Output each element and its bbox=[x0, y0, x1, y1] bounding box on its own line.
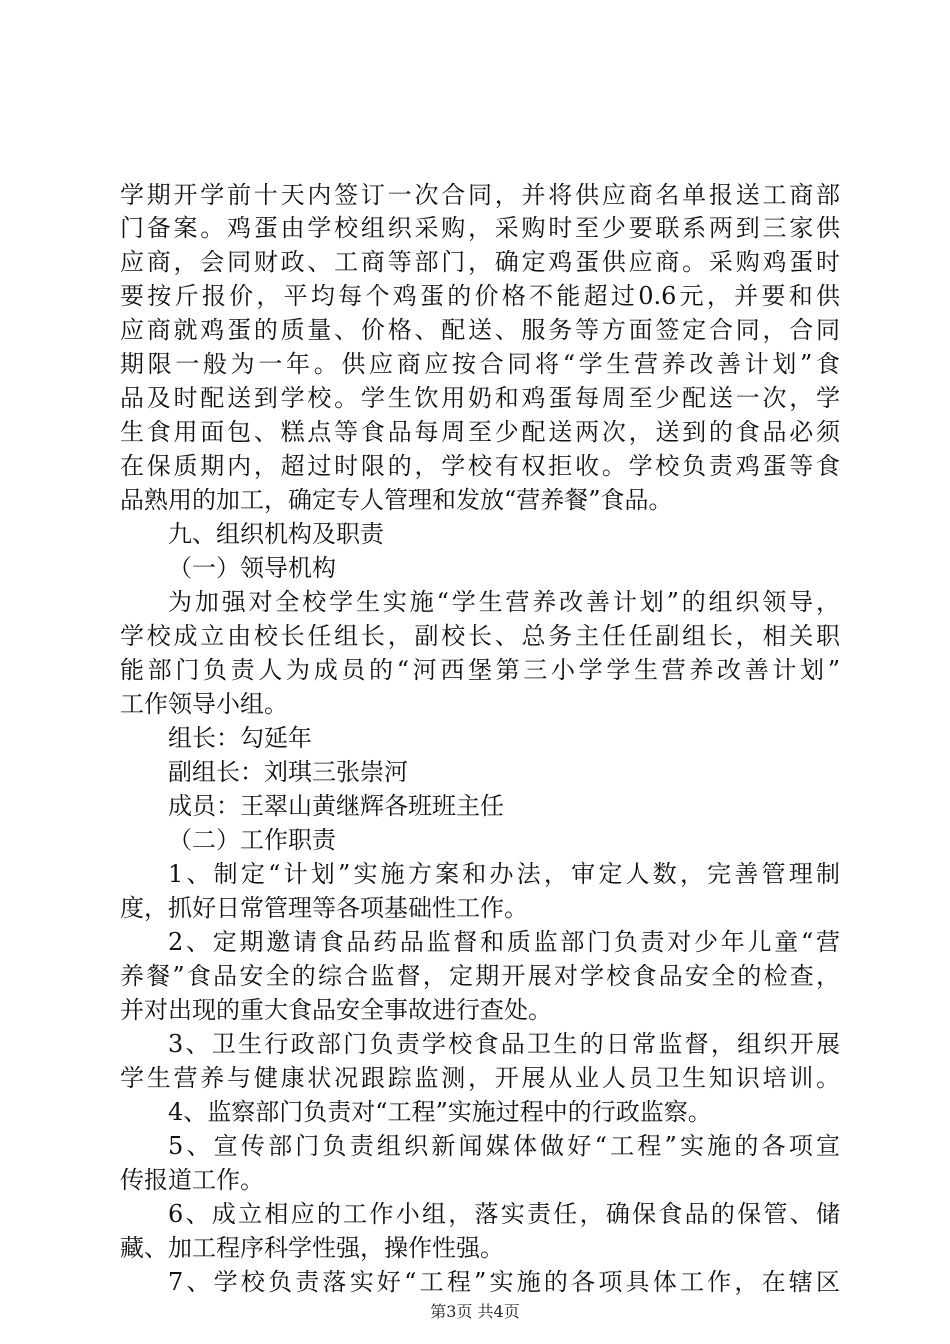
body-text-line: 能部门负责人为成员的“河西堡第三小学学生营养改善计划” bbox=[120, 656, 840, 684]
duty-item-line: 度，抓好日常管理等各项基础性工作。 bbox=[120, 894, 528, 922]
body-text-line: 工作领导小组。 bbox=[120, 690, 288, 718]
body-text-line: 品熟用的加工，确定专人管理和发放“营养餐”食品。 bbox=[120, 486, 673, 514]
body-text-line: 为加强对全校学生实施“学生营养改善计划”的组织领导， bbox=[168, 588, 840, 616]
duty-item-line: 7、学校负责落实好“工程”实施的各项具体工作，在辖区 bbox=[168, 1268, 840, 1296]
duty-item-line: 藏、加工程序科学性强，操作性强。 bbox=[120, 1234, 504, 1262]
group-leader-line: 组长：勾延年 bbox=[168, 724, 312, 752]
body-text-line: 品及时配送到学校。学生饮用奶和鸡蛋每周至少配送一次，学 bbox=[120, 384, 840, 412]
body-text-line: 应商，会同财政、工商等部门，确定鸡蛋供应商。采购鸡蛋时 bbox=[120, 248, 840, 276]
body-text-line: 门备案。鸡蛋由学校组织采购，采购时至少要联系两到三家供 bbox=[120, 214, 840, 242]
subsection-heading: （一）领导机构 bbox=[168, 554, 336, 582]
duty-item-line: 学生营养与健康状况跟踪监测，开展从业人员卫生知识培训。 bbox=[120, 1064, 840, 1092]
body-text-line: 学期开学前十天内签订一次合同，并将供应商名单报送工商部 bbox=[120, 181, 840, 209]
deputy-leader-line: 副组长：刘琪三张崇河 bbox=[168, 758, 408, 786]
page-number-footer: 第3页 共4页 bbox=[430, 1302, 520, 1321]
duty-item-line: 2、定期邀请食品药品监督和质监部门负责对少年儿童“营 bbox=[168, 928, 840, 956]
body-text-line: 生食用面包、糕点等食品每周至少配送两次，送到的食品必须 bbox=[120, 418, 840, 446]
body-text-line: 要按斤报价，平均每个鸡蛋的价格不能超过0.6元，并要和供 bbox=[120, 282, 840, 310]
duty-item-line: 5、宣传部门负责组织新闻媒体做好“工程”实施的各项宣 bbox=[168, 1132, 840, 1160]
duty-item-line: 1、制定“计划”实施方案和办法，审定人数，完善管理制 bbox=[168, 860, 840, 888]
body-text-line: 期限一般为一年。供应商应按合同将“学生营养改善计划”食 bbox=[120, 350, 840, 378]
body-text-line: 在保质期内，超过时限的，学校有权拒收。学校负责鸡蛋等食 bbox=[120, 452, 840, 480]
duty-item-line: 4、监察部门负责对“工程”实施过程中的行政监察。 bbox=[168, 1098, 712, 1126]
body-text-line: 学校成立由校长任组长，副校长、总务主任任副组长，相关职 bbox=[120, 622, 840, 650]
members-line: 成员：王翠山黄继辉各班班主任 bbox=[168, 792, 504, 820]
duty-item-line: 传报道工作。 bbox=[120, 1166, 264, 1194]
subsection-heading: （二）工作职责 bbox=[168, 826, 336, 854]
duty-item-line: 并对出现的重大食品安全事故进行查处。 bbox=[120, 996, 552, 1024]
body-text-line: 应商就鸡蛋的质量、价格、配送、服务等方面签定合同，合同 bbox=[120, 316, 840, 344]
section-heading: 九、组织机构及职责 bbox=[168, 520, 384, 548]
duty-item-line: 养餐”食品安全的综合监督，定期开展对学校食品安全的检查， bbox=[120, 962, 840, 990]
duty-item-line: 3、卫生行政部门负责学校食品卫生的日常监督，组织开展 bbox=[168, 1030, 840, 1058]
duty-item-line: 6、成立相应的工作小组，落实责任，确保食品的保管、储 bbox=[168, 1200, 840, 1228]
